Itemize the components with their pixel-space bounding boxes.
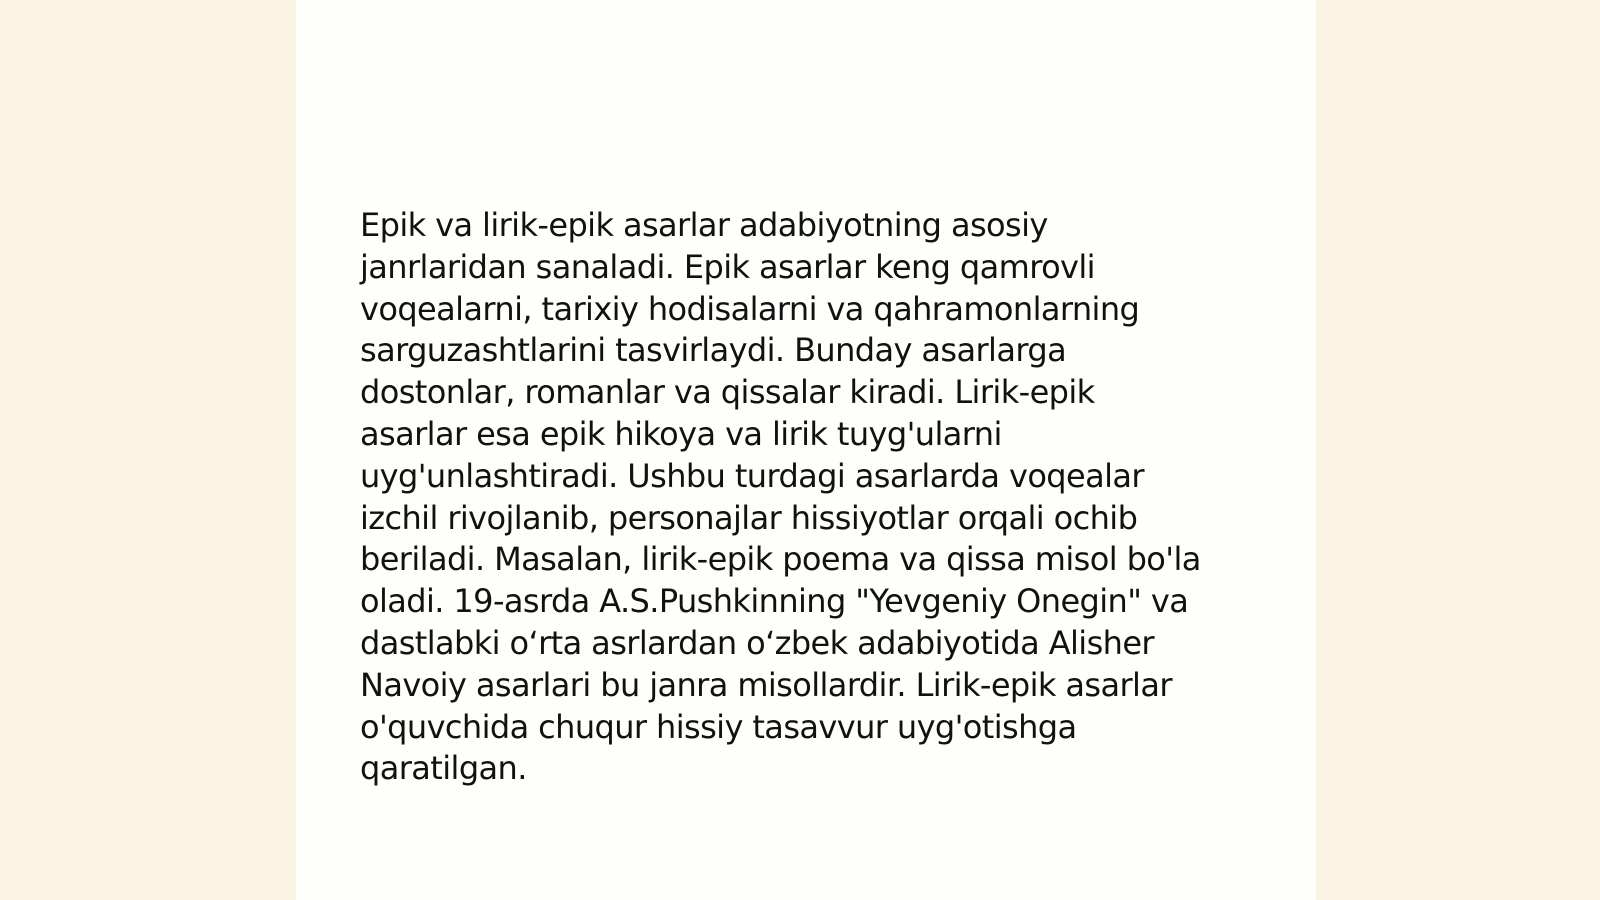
paragraph-line: Navoiy asarlari bu janra misollardir. Lirik-epik asarlar [360, 665, 1172, 704]
paragraph-line: qaratilgan. [360, 749, 527, 788]
paragraph-line: dostonlar, romanlar va qissalar kiradi. Lirik-epik [360, 373, 1095, 412]
paragraph-line: izchil rivojlanib, personajlar hissiyotlar orqali ochib [360, 498, 1138, 537]
paragraph-line: sarguzashtlarini tasvirlaydi. Bunday asarlarga [360, 331, 1067, 370]
paragraph-line: asarlar esa epik hikoya va lirik tuyg'ularni [360, 414, 1002, 453]
paragraph-line: dastlabki o‘rta asrlardan o‘zbek adabiyotida Alisher [360, 623, 1154, 662]
slide-page [296, 0, 1316, 900]
paragraph-line: beriladi. Masalan, lirik-epik poema va qissa misol bo'la [360, 540, 1201, 579]
paragraph-line: Epik va lirik-epik asarlar adabiyotning asosiy [360, 206, 1048, 244]
slide-body-paragraph [360, 205, 1260, 790]
paragraph-line: voqealarni, tarixiy hodisalarni va qahramonlarning [360, 289, 1140, 328]
paragraph-line: uyg'unlashtiradi. Ushbu turdagi asarlarda voqealar [360, 456, 1144, 495]
paragraph-line: o'quvchida chuqur hissiy tasavvur uyg'otishga [360, 707, 1077, 746]
paragraph-line: janrlaridan sanaladi. Epik asarlar keng qamrovli [360, 247, 1095, 286]
paragraph-line: oladi. 19-asrda A.S.Pushkinning "Yevgeniy Onegin" va [360, 582, 1189, 621]
